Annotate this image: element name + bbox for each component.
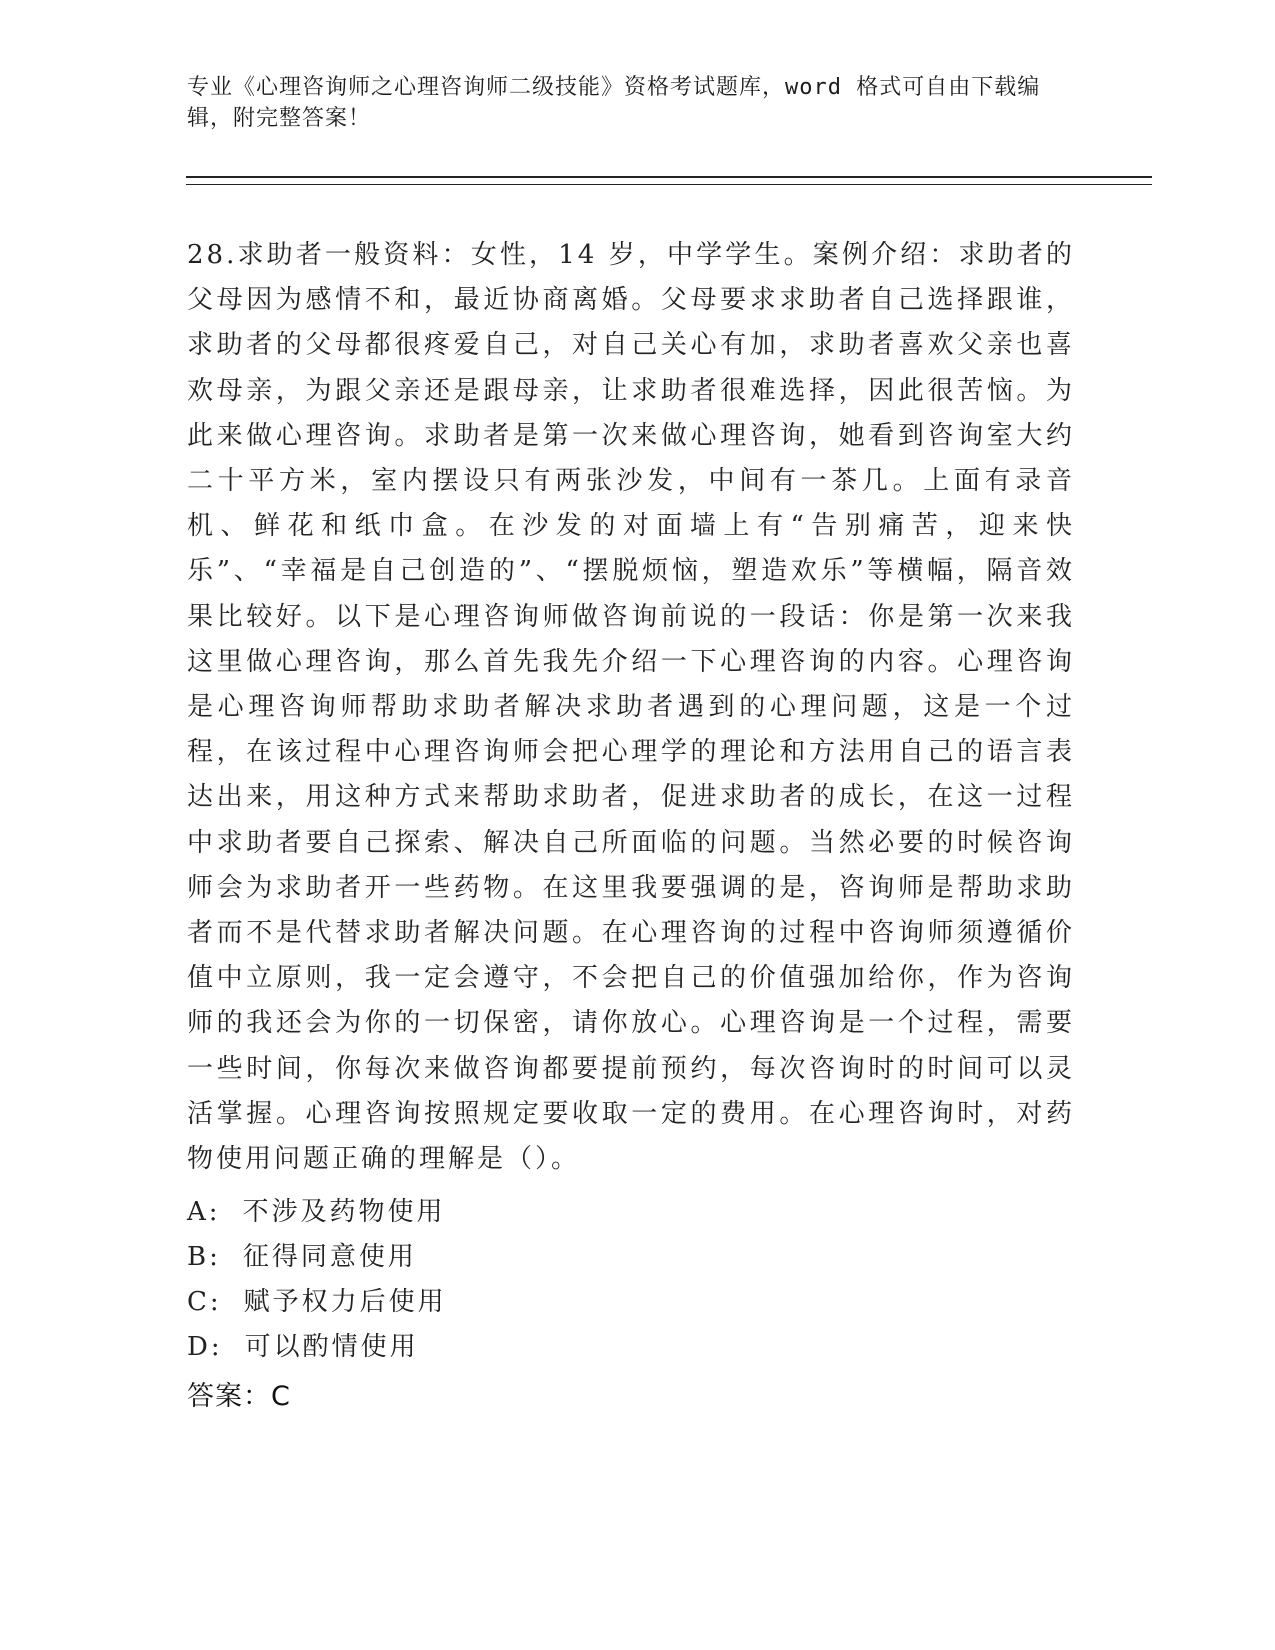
answer-value: C <box>271 1381 291 1412</box>
option-c-key: C: <box>187 1287 222 1317</box>
options-list <box>187 1190 1067 1370</box>
header-text: 专业《心理咨询师之心理咨询师二级技能》资格考试题库，word 格式可自由下载编辑，附完整答案！ <box>187 75 1041 131</box>
answer-line <box>187 1377 291 1417</box>
option-d-text: 可以酌情使用 <box>244 1332 419 1362</box>
answer-label: 答案： <box>187 1381 271 1412</box>
option-b-text: 征得同意使用 <box>242 1242 417 1272</box>
question-number: 28. <box>187 240 238 270</box>
question-text: 求助者一般资料：女性，14 岁，中学学生。案例介绍：求助者的父母因为感情不和，最近协商离婚。父母要求求助者自己选择跟谁，求助者的父母都很疼爱自己，对自己关心有加，求助者喜欢父亲也喜欢母亲，为跟父亲还是跟母亲，让求助者很难选择，因此很苦恼。为此来做心理咨询。求助者是第一次来做心理咨询，她看到咨询室大约二十平方米，室内摆设只有两张沙发，中间有一茶几。上面有录音机、鲜花和纸巾盒。在沙发的对面墙上有“告别痛苦，迎来快乐”、“幸福是自己创造的”、“摆脱烦恼，塑造欢乐”等横幅，隔音效果比较好。以下是心理咨询师做咨询前说的一段话：你是第一次来我这里做心理咨询，那么首先我先介绍一下心理咨询的内容。心理咨询是心理咨询师帮助求助者解决求助者遇到的心理问题，这是一个过程，在该过程中心理咨询师会把心理学的理论和方法用自己的语言表达出来，用这种方式来帮助求助者，促进求助者的成长，在这一过程中求助者要自己探索、解决自己所面临的问题。当然必要的时候咨询师会为求助者开一些药物。在这里我要强调的是，咨询师是帮助求助者而不是代替求助者解决问题。在心理咨询的过程中咨询师须遵循价值中立原则，我一定会遵守，不会把自己的价值强加给你，作为咨询师的我还会为你的一切保密，请你放心。心理咨询是一个过程，需要一些时间，你每次来做咨询都要提前预约，每次咨询时的时间可以灵活掌握。心理咨询按照规定要收取一定的费用。在心理咨询时，对药物使用问题正确的理解是（）。 <box>187 240 1075 1175</box>
document-header <box>187 72 1067 134</box>
question-stem <box>187 233 1075 1182</box>
option-b-key: B: <box>187 1242 221 1272</box>
question-block <box>187 233 1075 1182</box>
option-c <box>187 1280 1067 1325</box>
option-a <box>187 1190 1067 1235</box>
option-c-text: 赋予权力后使用 <box>243 1287 447 1317</box>
option-a-text: 不涉及药物使用 <box>242 1197 446 1227</box>
option-d <box>187 1325 1067 1370</box>
header-divider <box>186 176 1152 185</box>
option-d-key: D: <box>187 1332 223 1362</box>
option-b <box>187 1235 1067 1280</box>
option-a-key: A: <box>187 1197 221 1227</box>
